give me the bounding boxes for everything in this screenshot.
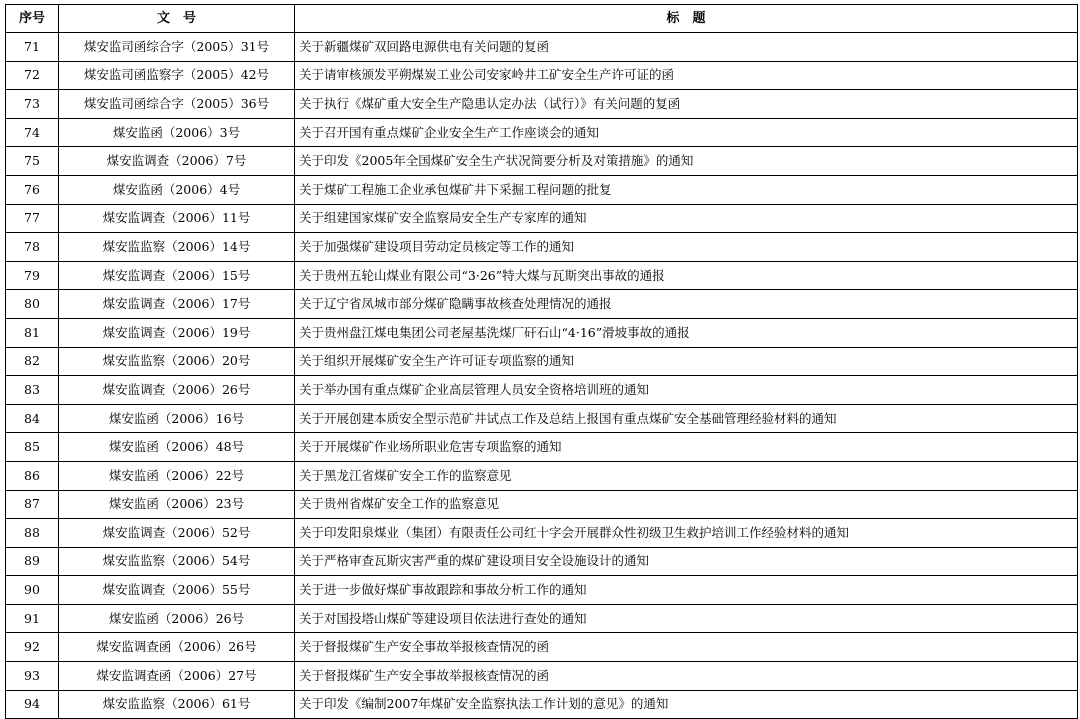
table-header	[6, 5, 1078, 33]
row-title-cell: 关于组织开展煤矿安全生产许可证专项监察的通知	[295, 347, 1078, 376]
row-title-cell: 关于严格审查瓦斯灾害严重的煤矿建设项目安全设施设计的通知	[295, 547, 1078, 576]
table-row	[6, 519, 1078, 548]
row-title-cell: 关于贵州盘江煤电集团公司老屋基洗煤厂矸石山“4·16”滑坡事故的通报	[295, 318, 1078, 347]
row-title-cell: 关于进一步做好煤矿事故跟踪和事故分析工作的通知	[295, 576, 1078, 605]
row-title-cell: 关于贵州五轮山煤业有限公司“3·26”特大煤与瓦斯突出事故的通报	[295, 261, 1078, 290]
table-row	[6, 604, 1078, 633]
row-doc-no-cell: 煤安监监察（2006）61号	[59, 690, 295, 719]
table-row	[6, 118, 1078, 147]
header-seq: 序号	[6, 5, 59, 33]
row-doc-no-cell: 煤安监调查（2006）19号	[59, 318, 295, 347]
row-doc-no-cell: 煤安监调查（2006）52号	[59, 519, 295, 548]
row-title-cell: 关于请审核颁发平朔煤炭工业公司安家岭井工矿安全生产许可证的函	[295, 61, 1078, 90]
row-seq-cell: 94	[6, 690, 59, 719]
header-row	[6, 5, 1078, 33]
table-body	[6, 33, 1078, 719]
table-row	[6, 90, 1078, 119]
table-row	[6, 347, 1078, 376]
table-row	[6, 261, 1078, 290]
row-doc-no-cell: 煤安监调查（2006）11号	[59, 204, 295, 233]
table-row	[6, 433, 1078, 462]
row-title-cell: 关于印发《2005年全国煤矿安全生产状况简要分析及对策措施》的通知	[295, 147, 1078, 176]
table-row	[6, 376, 1078, 405]
row-title-cell: 关于新疆煤矿双回路电源供电有关问题的复函	[295, 33, 1078, 62]
row-seq-cell: 75	[6, 147, 59, 176]
table-row	[6, 147, 1078, 176]
row-title-cell: 关于印发《编制2007年煤矿安全监察执法工作计划的意见》的通知	[295, 690, 1078, 719]
table-row	[6, 61, 1078, 90]
table-row	[6, 33, 1078, 62]
row-title-cell: 关于督报煤矿生产安全事故举报核查情况的函	[295, 633, 1078, 662]
row-seq-cell: 91	[6, 604, 59, 633]
table-row	[6, 318, 1078, 347]
table-row	[6, 662, 1078, 691]
row-title-cell: 关于对国投塔山煤矿等建设项目依法进行查处的通知	[295, 604, 1078, 633]
row-doc-no-cell: 煤安监司函监察字（2005）42号	[59, 61, 295, 90]
row-seq-cell: 78	[6, 233, 59, 262]
row-seq-cell: 72	[6, 61, 59, 90]
row-title-cell: 关于印发阳泉煤业（集团）有限责任公司红十字会开展群众性初级卫生救护培训工作经验材料的通知	[295, 519, 1078, 548]
row-title-cell: 关于煤矿工程施工企业承包煤矿井下采掘工程问题的批复	[295, 175, 1078, 204]
row-seq-cell: 92	[6, 633, 59, 662]
row-doc-no-cell: 煤安监调查（2006）15号	[59, 261, 295, 290]
table-row	[6, 404, 1078, 433]
row-seq-cell: 76	[6, 175, 59, 204]
row-doc-no-cell: 煤安监调查（2006）55号	[59, 576, 295, 605]
document-index-table	[5, 4, 1078, 719]
row-title-cell: 关于开展煤矿作业场所职业危害专项监察的通知	[295, 433, 1078, 462]
row-doc-no-cell: 煤安监调查（2006）7号	[59, 147, 295, 176]
row-seq-cell: 89	[6, 547, 59, 576]
row-doc-no-cell: 煤安监调查（2006）17号	[59, 290, 295, 319]
row-title-cell: 关于贵州省煤矿安全工作的监察意见	[295, 490, 1078, 519]
row-title-cell: 关于举办国有重点煤矿企业高层管理人员安全资格培训班的通知	[295, 376, 1078, 405]
table-row	[6, 690, 1078, 719]
row-doc-no-cell: 煤安监调查函（2006）26号	[59, 633, 295, 662]
table-row	[6, 461, 1078, 490]
table-row	[6, 633, 1078, 662]
row-title-cell: 关于执行《煤矿重大安全生产隐患认定办法（试行）》有关问题的复函	[295, 90, 1078, 119]
row-doc-no-cell: 煤安监函（2006）4号	[59, 175, 295, 204]
row-seq-cell: 88	[6, 519, 59, 548]
table-row	[6, 175, 1078, 204]
row-doc-no-cell: 煤安监调查函（2006）27号	[59, 662, 295, 691]
row-title-cell: 关于召开国有重点煤矿企业安全生产工作座谈会的通知	[295, 118, 1078, 147]
row-title-cell: 关于组建国家煤矿安全监察局安全生产专家库的通知	[295, 204, 1078, 233]
row-doc-no-cell: 煤安监函（2006）26号	[59, 604, 295, 633]
row-doc-no-cell: 煤安监函（2006）16号	[59, 404, 295, 433]
table-row	[6, 490, 1078, 519]
row-seq-cell: 86	[6, 461, 59, 490]
row-seq-cell: 93	[6, 662, 59, 691]
row-doc-no-cell: 煤安监函（2006）23号	[59, 490, 295, 519]
row-doc-no-cell: 煤安监函（2006）3号	[59, 118, 295, 147]
row-seq-cell: 83	[6, 376, 59, 405]
table-row	[6, 576, 1078, 605]
table-row	[6, 233, 1078, 262]
row-seq-cell: 77	[6, 204, 59, 233]
row-doc-no-cell: 煤安监监察（2006）54号	[59, 547, 295, 576]
row-doc-no-cell: 煤安监监察（2006）14号	[59, 233, 295, 262]
row-title-cell: 关于黑龙江省煤矿安全工作的监察意见	[295, 461, 1078, 490]
row-seq-cell: 74	[6, 118, 59, 147]
row-seq-cell: 73	[6, 90, 59, 119]
row-seq-cell: 82	[6, 347, 59, 376]
row-doc-no-cell: 煤安监监察（2006）20号	[59, 347, 295, 376]
row-doc-no-cell: 煤安监函（2006）48号	[59, 433, 295, 462]
row-title-cell: 关于督报煤矿生产安全事故举报核查情况的函	[295, 662, 1078, 691]
table-row	[6, 547, 1078, 576]
row-doc-no-cell: 煤安监司函综合字（2005）31号	[59, 33, 295, 62]
row-doc-no-cell: 煤安监司函综合字（2005）36号	[59, 90, 295, 119]
row-seq-cell: 87	[6, 490, 59, 519]
row-title-cell: 关于辽宁省凤城市部分煤矿隐瞒事故核查处理情况的通报	[295, 290, 1078, 319]
row-doc-no-cell: 煤安监函（2006）22号	[59, 461, 295, 490]
row-seq-cell: 79	[6, 261, 59, 290]
row-doc-no-cell: 煤安监调查（2006）26号	[59, 376, 295, 405]
row-title-cell: 关于开展创建本质安全型示范矿井试点工作及总结上报国有重点煤矿安全基础管理经验材料的通知	[295, 404, 1078, 433]
header-doc-no: 文 号	[59, 5, 295, 33]
row-seq-cell: 71	[6, 33, 59, 62]
table-row	[6, 204, 1078, 233]
row-seq-cell: 80	[6, 290, 59, 319]
header-title: 标 题	[295, 5, 1078, 33]
row-seq-cell: 85	[6, 433, 59, 462]
table-row	[6, 290, 1078, 319]
row-seq-cell: 81	[6, 318, 59, 347]
row-title-cell: 关于加强煤矿建设项目劳动定员核定等工作的通知	[295, 233, 1078, 262]
row-seq-cell: 84	[6, 404, 59, 433]
row-seq-cell: 90	[6, 576, 59, 605]
